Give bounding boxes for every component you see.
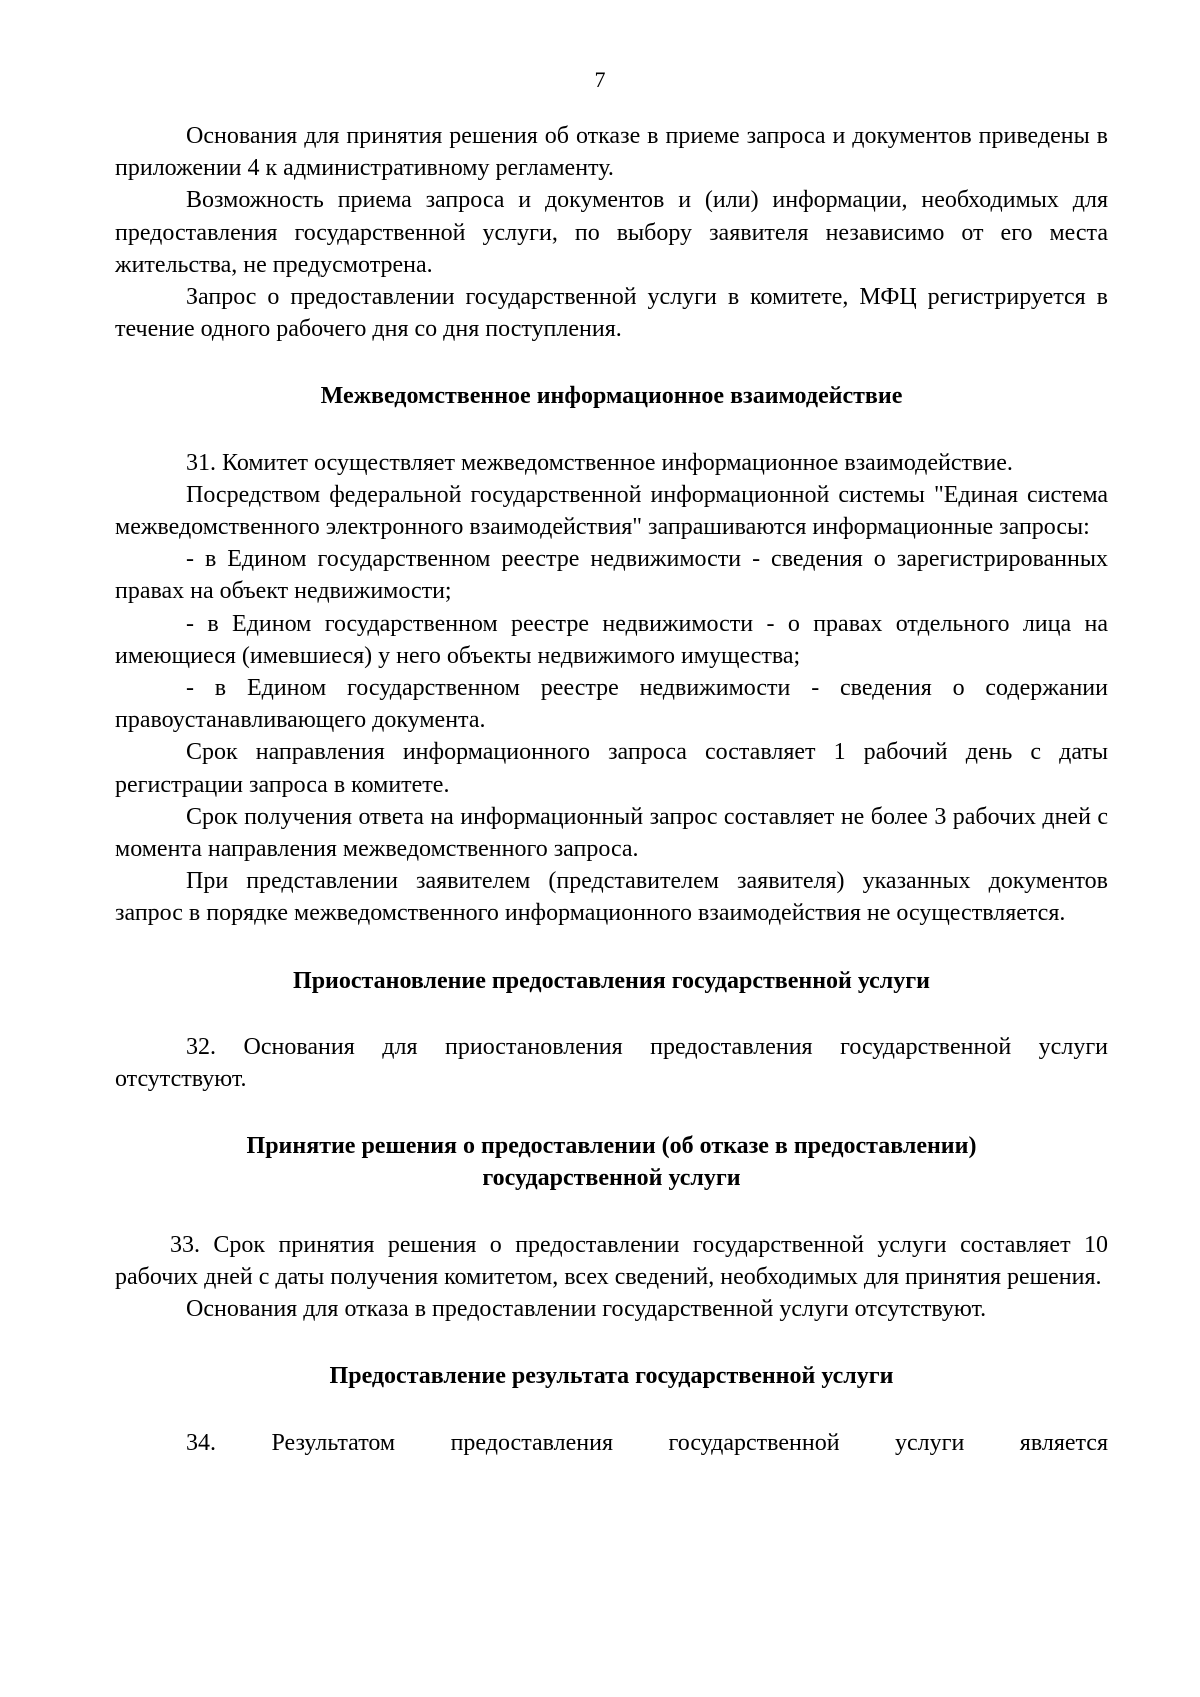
heading-line: Принятие решения о предоставлении (об отказе в предоставлении) bbox=[246, 1133, 977, 1160]
paragraph: Срок направления информационного запроса составляет 1 рабочий день с даты регистрации запроса в комитете. bbox=[115, 739, 1108, 798]
paragraph: Основания для принятия решения об отказе в приеме запроса и документов приведены в приложении 4 к административному регламенту. bbox=[115, 123, 1108, 182]
document-body bbox=[115, 120, 1108, 1459]
paragraph: Возможность приема запроса и документов и (или) информации, необходимых для предоставления государственной услуги, по выбору заявителя независимо от его места жительства, не предусмотрена. bbox=[115, 187, 1108, 278]
section-heading-decision bbox=[115, 1130, 1108, 1194]
paragraph-33: 33. Срок принятия решения о предоставлении государственной услуги составляет 10 рабочих дней с даты получения комитетом, всех сведений, необходимых для принятия решения. bbox=[115, 1231, 1108, 1290]
list-item: - в Едином государственном реестре недвижимости - о правах отдельного лица на имеющиеся (имевшиеся) у него объекты недвижимого имущества; bbox=[115, 610, 1108, 669]
section-decision-body bbox=[115, 1229, 1108, 1326]
page-number: 7 bbox=[594, 67, 606, 92]
paragraph: Запрос о предоставлении государственной услуги в комитете, МФЦ регистрируется в течение одного рабочего дня со дня поступления. bbox=[115, 284, 1108, 343]
paragraph-31: 31. Комитет осуществляет межведомственное информационное взаимодействие. bbox=[186, 449, 1013, 476]
section-interagency-body bbox=[115, 447, 1108, 930]
section-heading-result: Предоставление результата государственной услуги bbox=[329, 1363, 894, 1390]
list-item: - в Едином государственном реестре недвижимости - сведения о зарегистрированных правах на объект недвижимости; bbox=[115, 546, 1108, 605]
paragraph-34: 34. Результатом предоставления государственной услуги является bbox=[186, 1429, 1108, 1456]
section-heading-suspension: Приостановление предоставления государственной услуги bbox=[293, 967, 930, 994]
paragraph: Посредством федеральной государственной информационной системы "Единая система межведомственного электронного взаимодействия" запрашиваются информационные запросы: bbox=[115, 481, 1108, 541]
paragraph: Срок получения ответа на информационный запрос составляет не более 3 рабочих дней с момента направления межведомственного запроса. bbox=[115, 803, 1108, 863]
section-result-body bbox=[115, 1427, 1108, 1459]
list-item: - в Едином государственном реестре недвижимости - сведения о содержании правоустанавливающего документа. bbox=[115, 675, 1108, 734]
section-heading-interagency: Межведомственное информационное взаимодействие bbox=[320, 383, 903, 410]
paragraph: Основания для отказа в предоставлении государственной услуги отсутствуют. bbox=[186, 1296, 987, 1323]
paragraph: При представлении заявителем (представителем заявителя) указанных документов запрос в порядке межведомственного информационного взаимодействия не осуществляется. bbox=[115, 868, 1108, 927]
heading-line: государственной услуги bbox=[482, 1165, 741, 1192]
section-suspension-body bbox=[115, 1031, 1108, 1095]
paragraph-32: 32. Основания для приостановления предоставления государственной услуги отсутствуют. bbox=[115, 1033, 1108, 1093]
